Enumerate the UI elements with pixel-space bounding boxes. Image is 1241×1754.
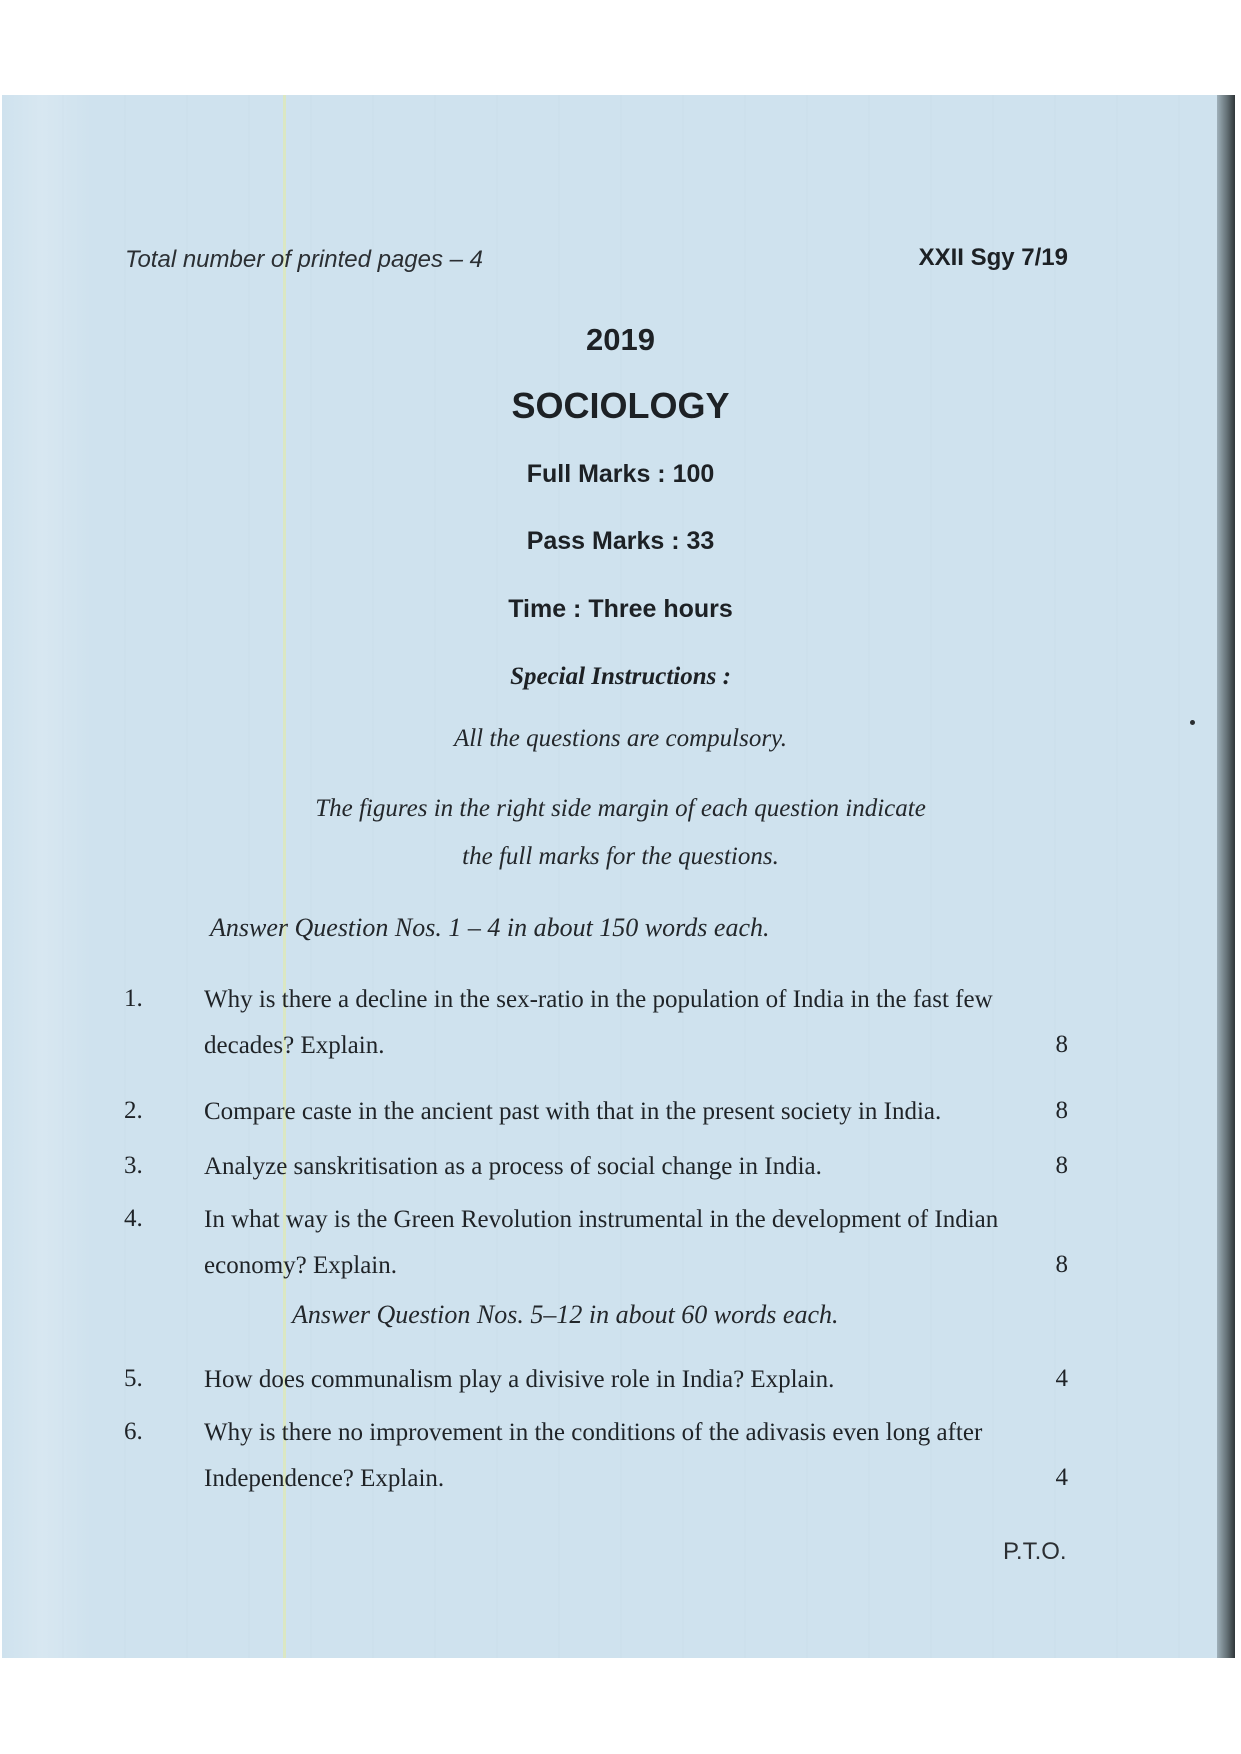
question-number: 2. bbox=[124, 1097, 143, 1124]
question-marks: 8 bbox=[1055, 1031, 1068, 1058]
instruction-compulsory: All the questions are compulsory. bbox=[453, 725, 788, 752]
question-text: Why is there a decline in the sex-ratio in the population of India in the fast few decades? Explain. bbox=[204, 986, 993, 1059]
special-instructions-heading: Special Instructions : bbox=[510, 663, 731, 690]
question-number: 3. bbox=[124, 1152, 143, 1179]
question-number: 4. bbox=[124, 1205, 143, 1232]
question-text: In what way is the Green Revolution instrumental in the development of Indian economy? Explain. bbox=[204, 1206, 999, 1279]
question-number: 6. bbox=[124, 1418, 143, 1445]
question-marks: 8 bbox=[1055, 1251, 1068, 1278]
question-marks: 8 bbox=[1055, 1152, 1068, 1179]
question-marks: 4 bbox=[1055, 1365, 1068, 1392]
full-marks: Full Marks : 100 bbox=[526, 460, 715, 488]
instruction-marks-line-2: the full marks for the questions. bbox=[462, 843, 779, 870]
please-turn-over: P.T.O. bbox=[1003, 1538, 1067, 1565]
question-text: Compare caste in the ancient past with that in the present society in India. bbox=[204, 1098, 942, 1125]
question-marks: 8 bbox=[1055, 1097, 1068, 1124]
exam-time: Time : Three hours bbox=[508, 595, 733, 623]
paper-code: XXII Sgy 7/19 bbox=[918, 244, 1068, 271]
pass-marks: Pass Marks : 33 bbox=[526, 527, 715, 555]
question-number: 5. bbox=[124, 1365, 143, 1392]
subject-title: SOCIOLOGY bbox=[511, 385, 730, 426]
section-heading-short: Answer Question Nos. 5–12 in about 60 words each. bbox=[292, 1300, 839, 1329]
question-text: Why is there no improvement in the conditions of the adivasis even long after Independence? Explain. bbox=[204, 1419, 983, 1492]
question-marks: 4 bbox=[1055, 1464, 1068, 1491]
section-heading-long: Answer Question Nos. 1 – 4 in about 150 words each. bbox=[210, 913, 770, 942]
question-number: 1. bbox=[124, 985, 143, 1012]
question-text: How does communalism play a divisive role in India? Explain. bbox=[204, 1366, 835, 1393]
exam-year: 2019 bbox=[586, 322, 655, 357]
question-text: Analyze sanskritisation as a process of social change in India. bbox=[204, 1153, 822, 1180]
printed-pages-note: Total number of printed pages – 4 bbox=[125, 246, 484, 273]
instruction-marks-line-1: The figures in the right side margin of each question indicate bbox=[315, 795, 926, 822]
